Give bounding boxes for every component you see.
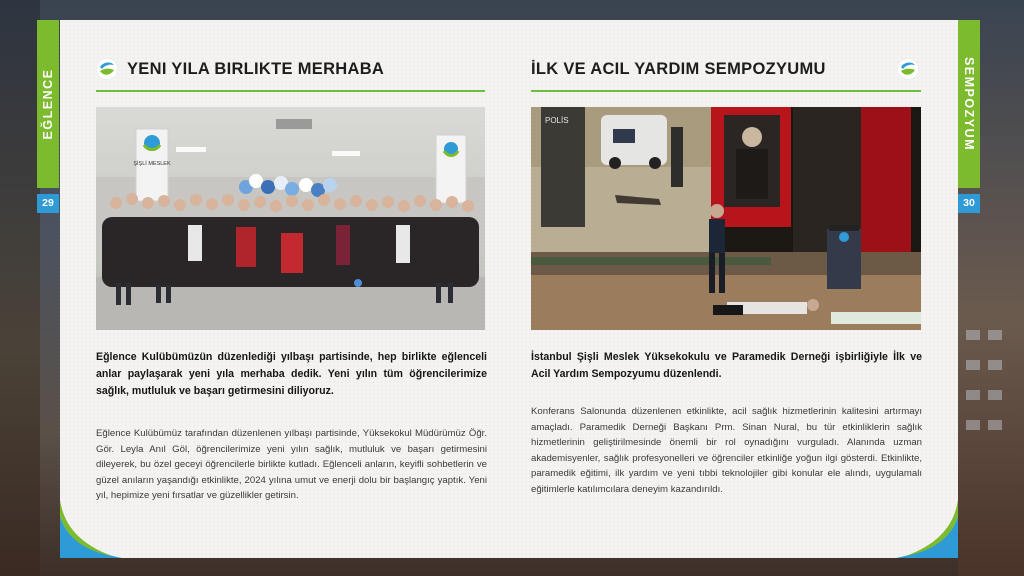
page-number-left: 29 [37,194,59,213]
side-label-left: EĞLENCE [41,68,55,140]
left-body-paragraph: Eğlence Kulübümüz tarafından düzenlenen yılbaşı partisinde, Yüksekokul Müdürümüz Öğr. Gör. Leyla Anıl Göl, öğrencilerimize yeni yılın sağlık, mutluluk ve başarı getirmesini dileyerek, bu özel geceyi öğrencilerle birlikte kutladı. Eğlenceli anların, keyifli sohbetlerin ve güzel anıların yaşandığı etkinlikte, 2024 yılına umut ve enerji dolu bir başlangıç yaptık. Yeni yıl, hepimize yeni fırsatlar ve güzellikler getirsin. [96,428,487,502]
side-tab-left [37,20,59,188]
right-body-paragraph: Konferans Salonunda düzenlenen etkinlikte, acil sağlık hizmetlerinin kalitesini artırmayı amaçladı. Paramedik Derneği Başkanı Prm. Sinan Nural, bu tür etkinliklerin sağlık hizmetlerinin geliştirilmesinde önemli bir rol oynadığını vurguladı. Alanında uzman akademisyenler, sağlık profesyonelleri ve öğrenciler etkinliğe yoğun ilgi gösterdi. Etkinlikte, paramedik eğitimi, ilk yardım ve yeni tıbbi teknolojiler gibi konular ele alındı, uygulamalı eğitimlerle katılımcılara deneyim kazandırıldı. [531,406,922,495]
left-title-rule [96,90,485,92]
left-photo-party [96,107,485,330]
photo-banner-text-1: ŞİŞLİ MESLEK [133,161,171,167]
corner-swoosh-icon [896,496,958,558]
right-photo-symposium [531,107,921,330]
side-tab-right [958,20,980,188]
sisli-logo-icon [96,58,118,80]
corner-swoosh-icon [60,496,122,558]
sisli-logo-icon [897,58,919,80]
photo-police-text: POLİS [545,116,569,125]
background-building-left [0,0,40,576]
side-label-right: SEMPOZYUM [962,56,976,152]
page-number-right: 30 [958,194,980,213]
right-lead-paragraph: İstanbul Şişli Meslek Yüksekokulu ve Paramedik Derneği işbirliğiyle İlk ve Acil Yardım Sempozyumu düzenlendi. [531,351,922,380]
left-title: YENI YILA BIRLIKTE MERHABA [127,60,385,78]
left-lead-paragraph: Eğlence Kulübümüzün düzenlediği yılbaşı partisinde, hep birlikte eğlenceli anlar paylaşarak yeni yıla merhaba dedik. Yeni yılın tüm öğrencilerimize sağlık, mutluluk ve başarı getirmesini diliyoruz. [96,351,487,397]
right-title: İLK VE ACIL YARDIM SEMPOZYUMU [531,60,826,78]
right-title-rule [531,90,921,92]
